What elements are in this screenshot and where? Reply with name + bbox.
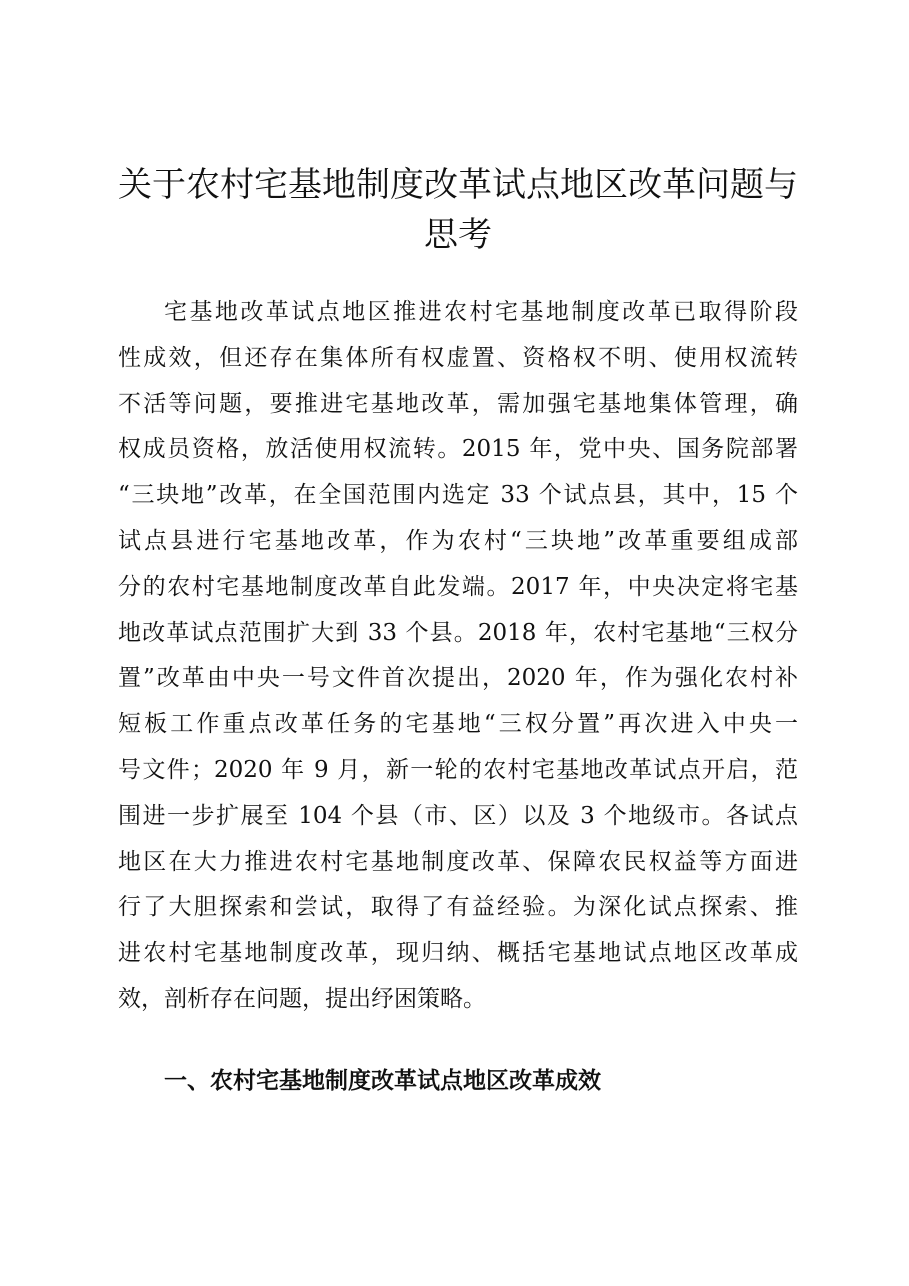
paragraph-line: 进农村宅基地制度改革，现归纳、概括宅基地试点地区改革成	[118, 940, 798, 967]
paragraph-line: 权成员资格，放活使用权流转。2015 年，党中央、国务院部署	[118, 436, 798, 463]
document-title	[118, 160, 798, 260]
paragraph-line: 置”改革由中央一号文件首次提出，2020 年，作为强化农村补	[118, 665, 798, 692]
paragraph-line: 行了大胆探索和尝试，取得了有益经验。为深化试点探索、推	[118, 894, 798, 921]
paragraph-line: 试点县进行宅基地改革，作为农村“三块地”改革重要组成部	[118, 527, 798, 554]
title-line-2: 思考	[424, 215, 492, 255]
paragraph-line: 宅基地改革试点地区推进农村宅基地制度改革已取得阶段	[164, 299, 798, 325]
paragraph-line: 不活等问题，要推进宅基地改革，需加强宅基地集体管理，确	[118, 390, 798, 417]
paragraph-line: 地区在大力推进农村宅基地制度改革、保障农民权益等方面进	[118, 848, 798, 875]
paragraph-line: “三块地”改革，在全国范围内选定 33 个试点县，其中，15 个	[118, 482, 798, 509]
paragraph-line: 分的农村宅基地制度改革自此发端。2017 年，中央决定将宅基	[118, 573, 798, 600]
paragraph-line: 短板工作重点改革任务的宅基地“三权分置”再次进入中央一	[118, 711, 798, 738]
title-line-1: 关于农村宅基地制度改革试点地区改革问题与	[118, 165, 798, 205]
paragraph-line: 性成效，但还存在集体所有权虚置、资格权不明、使用权流转	[118, 344, 798, 371]
paragraph-line: 围进一步扩展至 104 个县（市、区）以及 3 个地级市。各试点	[118, 802, 798, 829]
section-heading: 一、农村宅基地制度改革试点地区改革成效	[164, 1068, 601, 1094]
body-paragraph	[118, 290, 798, 1023]
paragraph-line: 效，剖析存在问题，提出纾困策略。	[118, 985, 486, 1012]
paragraph-line: 号文件；2020 年 9 月，新一轮的农村宅基地改革试点开启，范	[118, 756, 798, 783]
paragraph-line: 地改革试点范围扩大到 33 个县。2018 年，农村宅基地“三权分	[118, 619, 798, 646]
